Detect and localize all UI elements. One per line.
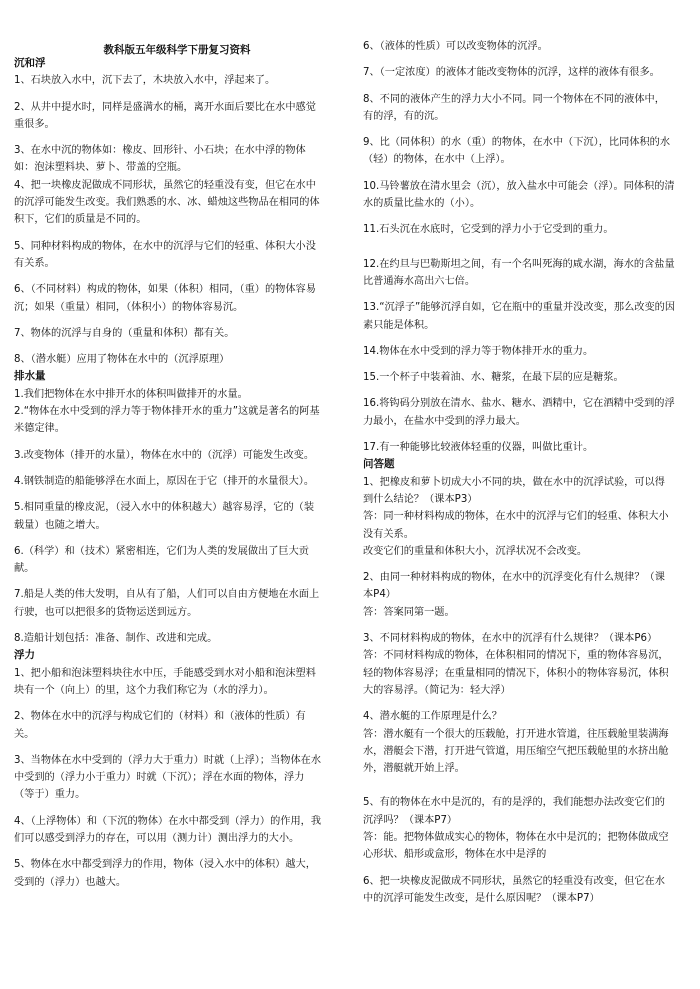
list-item: 4、把一块橡皮泥做成不同形状，虽然它的轻重没有变，但它在水中的沉浮可能发生改变。我们熟悉的水、冰、蜡烛这些物品在相同的体积下，它们的质量是不同的。 (14, 179, 320, 226)
section-heading-displacement: 排水量 (14, 370, 46, 383)
right-column (363, 38, 675, 907)
qa-question: 3、不同材料构成的物体，在水中的沉浮有什么规律？（课本P6） (363, 633, 658, 645)
list-item: 9、比（同体积）的水（重）的物体，在水中（下沉），比同体积的水（轻）的物体，在水中（上浮）。 (363, 137, 671, 166)
qa-question: 5、有的物体在水中是沉的，有的是浮的，我们能想办法改变它们的沉浮吗？（课本P7） (363, 797, 665, 826)
qa-answer: 答：答案同第一题。 (363, 606, 455, 618)
list-item: 5、物体在水中都受到浮力的作用，物体（浸入水中的体积）越大，受到的（浮力）也越大。 (14, 859, 316, 888)
list-item: 1、石块放入水中，沉下去了，木块放入水中，浮起来了。 (14, 75, 276, 87)
left-column (14, 38, 324, 891)
list-item: 6、（液体的性质）可以改变物体的沉浮。 (363, 41, 548, 52)
section-heading-buoyancy: 浮力 (14, 649, 35, 662)
list-item: 16.将钩码分别放在清水、盐水、糖水、酒精中，它在酒精中受到的浮力最小，在盐水中受到的浮力最大。 (363, 398, 675, 427)
qa-question: 6、把一块橡皮泥做成不同形状，虽然它的轻重没有改变，但它在水中的沉浮可能发生改变，是什么原因呢？（课本P7） (363, 875, 665, 904)
list-item: 17.有一种能够比较液体轻重的仪器，叫做比重计。 (363, 442, 594, 454)
list-item: 7、物体的沉浮与自身的（重量和体积）都有关。 (14, 327, 235, 339)
list-item: 1.我们把物体在水中排开水的体积叫做排开的水量。 (14, 388, 248, 400)
list-item: 11.石头沉在水底时，它受到的浮力小于它受到的重力。 (363, 224, 614, 236)
list-item: 15.一个杯子中装着油、水、糖浆，在最下层的应是糖浆。 (363, 372, 624, 384)
list-item: 3.改变物体（排开的水量），物体在水中的（沉浮）可能发生改变。 (14, 449, 315, 461)
list-item: 12.在约旦与巴勒斯坦之间，有一个名叫死海的咸水湖，海水的含盐量比普通海水高出六七倍。 (363, 258, 675, 287)
list-item: 7、（一定浓度）的液体才能改变物体的沉浮，这样的液体有很多。 (363, 67, 660, 79)
list-item: 2、从井中提水时，同样是盛满水的桶，离开水面后要比在水中感觉重很多。 (14, 101, 316, 130)
qa-question: 4、潜水艇的工作原理是什么？ (363, 711, 502, 723)
list-item: 6.（科学）和（技术）紧密相连，它们为人类的发展做出了巨大贡献。 (14, 545, 309, 575)
section-heading-sink-float: 沉和浮 (14, 57, 46, 69)
list-item: 3、在水中沉的物体如：橡皮、回形针、小石块；在水中浮的物体如：泡沫塑料块、萝卜、带盖的空瓶。 (14, 145, 306, 174)
list-item: 4、（上浮物体）和（下沉的物体）在水中都受到（浮力）的作用，我们可以感受到浮力的存在，可以用（测力计）测出浮力的大小。 (14, 815, 322, 844)
list-item: 4.钢铁制造的船能够浮在水面上，原因在于它（排开的水量很大）。 (14, 475, 315, 487)
list-item: 3、当物体在水中受到的（浮力大于重力）时就（上浮）；当物体在水中受到的（浮力小于重力）时就（下沉）；浮在水面的物体，浮力（等于）重力。 (14, 754, 322, 801)
qa-answer: 答：不同材料构成的物体，在体积相同的情况下，重的物体容易沉，轻的物体容易浮；在重量相同的情况下，体积小的物体容易沉，体积大的容易浮。（简记为：轻大浮） (363, 650, 669, 696)
list-item: 7.船是人类的伟大发明，自从有了船，人们可以自由方便地在水面上行驶，也可以把很多的货物运送到远方。 (14, 589, 320, 618)
page-title: 教科版五年级科学下册复习资料 (103, 44, 251, 56)
list-item: 14.物体在水中受到的浮力等于物体排开水的重力。 (363, 345, 594, 357)
list-item: 1、把小船和泡沫塑料块往水中压，手能感受到水对小船和泡沫塑料块有一个（向上）的里，这个力我们称它为（水的浮力）。 (14, 667, 316, 696)
list-item: 10.马铃薯放在清水里会（沉），放入盐水中可能会（浮）。同体积的清水的质量比盐水的（小）。 (363, 180, 675, 210)
qa-answer: 答：能。把物体做成实心的物体，物体在水中是沉的；把物体做成空心形状、船形或盒形，物体在水中是浮的 (363, 831, 669, 861)
list-item: 6、（不同材料）构成的物体，如果（体积）相同，（重）的物体容易沉；如果（重量）相同，（体积小）的物体容易沉。 (14, 284, 316, 313)
list-item: 2.“物体在水中受到的浮力等于物体排开水的重力”这就是著名的阿基米德定律。 (14, 406, 320, 435)
list-item: 13.“沉浮子”能够沉浮自如，它在瓶中的重量并没改变，那么改变的因素只能是体积。 (363, 302, 676, 331)
qa-question: 1、把橡皮和萝卜切成大小不同的块，做在水中的沉浮试验，可以得到什么结论？（课本P3） (363, 476, 665, 505)
list-item: 8、不同的液体产生的浮力大小不同。同一个物体在不同的液体中，有的浮，有的沉。 (363, 93, 665, 122)
list-item: 8.造船计划包括：准备、制作、改进和完成。 (14, 633, 218, 645)
qa-answer: 改变它们的重量和体积大小，沉浮状况不会改变。 (363, 545, 588, 557)
qa-question: 2、由同一种材料构成的物体，在水中的沉浮变化有什么规律？（课本P4） (363, 572, 665, 601)
qa-answer: 答：潜水艇有一个很大的压载舱，打开进水管道，往压载舱里装满海水，潜艇会下潜，打开进气管道，用压缩空气把压载舱里的水挤出舱外，潜艇就开始上浮。 (363, 728, 669, 775)
list-item: 8、（潜水艇）应用了物体在水中的（沉浮原理） (14, 354, 230, 366)
qa-answer: 答：同一种材料构成的物体，在水中的沉浮与它们的轻重、体积大小没有关系。 (363, 511, 669, 540)
list-item: 5、同种材料构成的物体，在水中的沉浮与它们的轻重、体积大小没有关系。 (14, 240, 316, 269)
list-item: 2、物体在水中的沉浮与构成它们的（材料）和（液体的性质）有关。 (14, 711, 306, 740)
section-heading-qa: 问答题 (363, 458, 395, 471)
list-item: 5.相同重量的橡皮泥，（浸入水中的体积越大）越容易浮，它的（装载量）也随之增大。 (14, 502, 315, 531)
